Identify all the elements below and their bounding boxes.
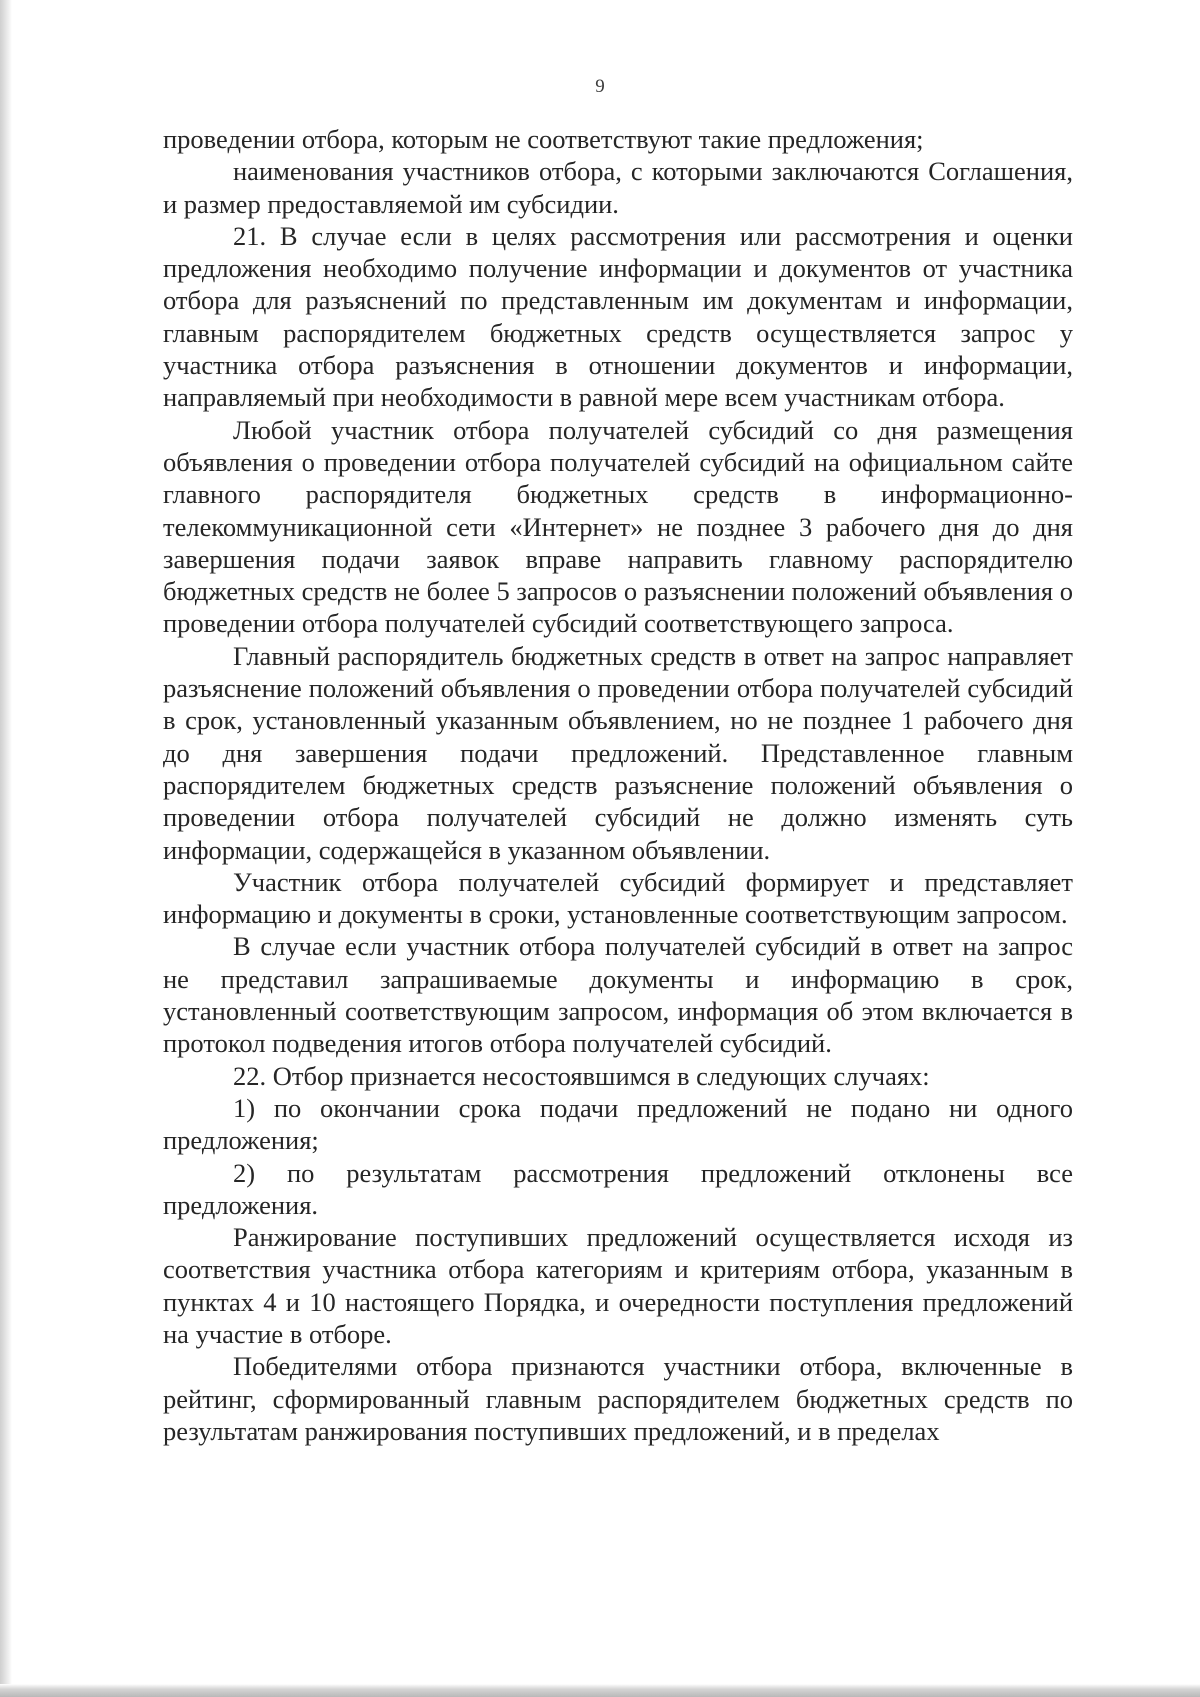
paragraph: Победителями отбора признаются участники отбора, включенные в рейтинг, сформированный главным распорядителем бюджетных средств по результатам ранжирования поступивших предложений, и в пределах [163,1351,1073,1446]
scan-left-edge [0,0,12,1697]
paragraph: Участник отбора получателей субсидий формирует и представляет информацию и документы в сроки, установленные соответствующим запросом. [163,866,1073,930]
scan-bottom-edge [0,1684,1200,1697]
paragraph: Главный распорядитель бюджетных средств в ответ на запрос направляет разъяснение положений объявления о проведении отбора получателей субсидий в срок, установленный указанным объявлением, но не позднее 1 рабочего дня до дня завершения подачи предложений. Представленное главным распорядителем бюджетных средств разъяснение положений объявления о проведении отбора получателей субсидий не должно изменять суть информации, содержащейся в указанном объявлении. [163,640,1073,865]
paragraph: 2) по результатам рассмотрения предложений отклонены все предложения. [163,1157,1073,1220]
paragraph: 22. Отбор признается несостоявшимся в следующих случаях: [233,1060,930,1091]
paragraph: наименования участников отбора, с которыми заключаются Соглашения, и размер предоставляемой им субсидии. [163,156,1073,219]
paragraph: 1) по окончании срока подачи предложений не подано ни одного предложения; [163,1092,1073,1156]
paragraph: проведении отбора, которым не соответствуют такие предложения; [163,124,924,154]
document-body [163,123,1073,1447]
paragraph: Ранжирование поступивших предложений осуществляется исходя из соответствия участника отбора категориям и критериям отбора, указанным в пунктах 4 и 10 настоящего Порядка, и очередности поступления предложений на участие в отборе. [163,1222,1073,1349]
paragraph: 21. В случае если в целях рассмотрения или рассмотрения и оценки предложения необходимо получение информации и документов от участника отбора для разъяснений по представленным им документам и информации, главным распорядителем бюджетных средств осуществляется запрос у участника отбора разъяснения в отношении документов и информации, направляемый при необходимости в равной мере всем участникам отбора. [163,220,1073,413]
paragraph: Любой участник отбора получателей субсидий со дня размещения объявления о проведении отбора получателей субсидий на официальном сайте главного распорядителя бюджетных средств в информационно-телекоммуникационной сети «Интернет» не позднее 3 рабочего дня до дня завершения подачи заявок вправе направить главному распорядителю бюджетных средств не более 5 запросов о разъяснении положений объявления о проведении отбора получателей субсидий соответствующего запроса. [163,414,1073,639]
paragraph: В случае если участник отбора получателей субсидий в ответ на запрос не представил запрашиваемые документы и информацию в срок, установленный соответствующим запросом, информация об этом включается в протокол подведения итогов отбора получателей субсидий. [163,931,1073,1059]
page-number: 9 [595,76,605,97]
